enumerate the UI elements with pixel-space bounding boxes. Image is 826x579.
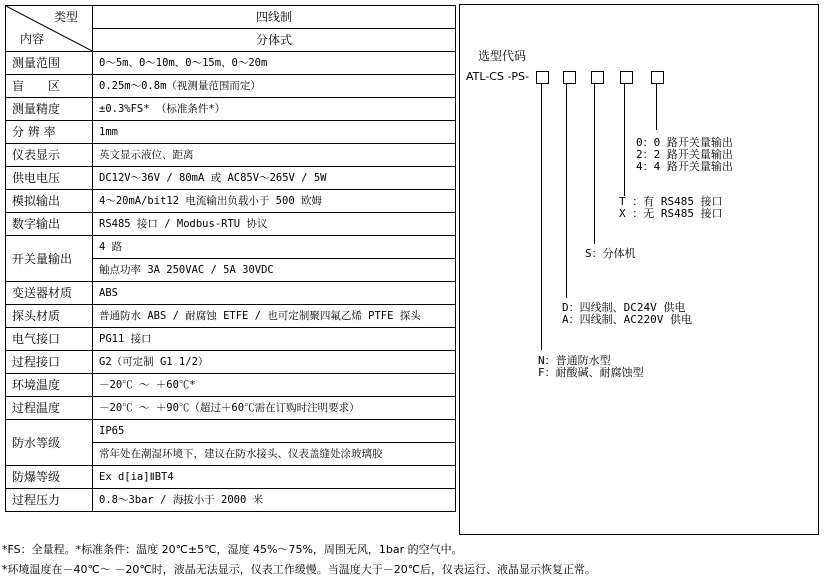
table-row: [6, 167, 456, 190]
row-value: G2（可定制 G1 1/2）: [93, 351, 456, 374]
row-value: RS485 接口 / Modbus-RTU 协议: [93, 213, 456, 236]
row-label: 过程温度: [6, 397, 93, 420]
code-box-comm: [620, 71, 633, 84]
table-row: [6, 420, 456, 443]
selection-code-panel: [459, 4, 819, 535]
row-label: 防爆等级: [6, 466, 93, 489]
option-probe-f: F：耐酸碱、耐腐蚀型: [538, 366, 644, 379]
code-box-power: [563, 71, 576, 84]
col-subtitle: 分体式: [93, 29, 456, 52]
row-value: IP65: [93, 420, 456, 443]
connector-line-structure: [594, 84, 595, 244]
table-row: [6, 144, 456, 167]
row-label: 数字输出: [6, 213, 93, 236]
row-value: ABS: [93, 282, 456, 305]
option-switch-4: 4：4 路开关量输出: [636, 160, 733, 173]
table-row: [6, 374, 456, 397]
row-value: 0.25m～0.8m（视测量范围而定）: [93, 75, 456, 98]
row-label: 过程压力: [6, 489, 93, 512]
table-row: [6, 328, 456, 351]
row-label: 分 辨 率: [6, 121, 93, 144]
row-value: 普通防水 ABS / 耐腐蚀 ETFE / 也可定制聚四氟乙烯 PTFE 探头: [93, 305, 456, 328]
option-probe-n: N：普通防水型: [538, 354, 611, 367]
connector-line-power: [566, 84, 567, 298]
row-value: ±0.3%FS* （标准条件*）: [93, 98, 456, 121]
row-value: Ex d[ia]ⅡBT4: [93, 466, 456, 489]
selection-code-title: 选型代码: [478, 49, 527, 63]
row-value: 4～20mA/bit12 电流输出负载小于 500 欧姆: [93, 190, 456, 213]
type-label: 类型: [53, 10, 78, 24]
table-row: [6, 98, 456, 121]
comm-options: [619, 196, 723, 220]
table-row: [6, 52, 456, 75]
table-row: [6, 305, 456, 328]
power-options: [562, 302, 692, 326]
table-row: [6, 213, 456, 236]
table-row: [6, 466, 456, 489]
option-comm-x: X ：无 RS485 接口: [619, 207, 723, 220]
table-row: [6, 489, 456, 512]
option-comm-t: T ：有 RS485 接口: [619, 195, 723, 208]
row-label: 仪表显示: [6, 144, 93, 167]
row-label: 测量范围: [6, 52, 93, 75]
row-label: 变送器材质: [6, 282, 93, 305]
row-label: 电气接口: [6, 328, 93, 351]
model-prefix: ATL-CS -PS-: [466, 70, 530, 83]
row-label: 探头材质: [6, 305, 93, 328]
table-row: [6, 351, 456, 374]
option-switch-0: 0：0 路开关量输出: [636, 136, 733, 149]
option-structure-s: S：分体机: [585, 247, 636, 260]
row-value: 0.8～3bar / 海拔小于 2000 米: [93, 489, 456, 512]
row-value: DC12V～36V / 80mA 或 AC85V～265V / 5W: [93, 167, 456, 190]
row-label: 开关量输出: [6, 236, 93, 282]
table-row: [6, 282, 456, 305]
row-label: 环境温度: [6, 374, 93, 397]
connector-line-probe: [541, 84, 542, 350]
row-label: 盲 区: [6, 75, 93, 98]
col-title: 四线制: [93, 6, 456, 29]
table-row: [6, 397, 456, 420]
connector-line-switch: [656, 84, 657, 130]
row-value: －20℃ ～ ＋60℃*: [93, 374, 456, 397]
row-label: 防水等级: [6, 420, 93, 466]
row-value: 英文显示液位、距离: [93, 144, 456, 167]
option-switch-2: 2：2 路开关量输出: [636, 148, 733, 161]
row-value: 4 路: [93, 236, 456, 259]
code-box-switch: [651, 71, 664, 84]
header-diagonal-cell: [6, 6, 93, 52]
code-box-structure: [591, 71, 604, 84]
table-row: [6, 75, 456, 98]
table-row: [6, 190, 456, 213]
switch-options: [636, 137, 733, 173]
row-label: 过程接口: [6, 351, 93, 374]
probe-options: [538, 355, 644, 379]
row-value: PG11 接口: [93, 328, 456, 351]
row-label: 模拟输出: [6, 190, 93, 213]
row-value: 常年处在潮湿环境下，建议在防水接头、仪表盖缝处涂玻璃胶: [93, 443, 456, 466]
row-value: －20℃ ～ ＋90℃（超过＋60℃需在订购时注明要求）: [93, 397, 456, 420]
row-value: 触点功率 3A 250VAC / 5A 30VDC: [93, 259, 456, 282]
code-box-probe: [536, 71, 549, 84]
spec-table: [5, 5, 456, 512]
footnote-fs: *FS：全量程。*标准条件：温度 20℃±5℃，湿度 45%～75%，周围无风，1bar 的空气中。: [2, 543, 463, 556]
structure-options: [585, 248, 636, 260]
table-row: [6, 236, 456, 259]
table-row: [6, 121, 456, 144]
row-value: 0～5m、0～10m、0～15m、0～20m: [93, 52, 456, 75]
row-value: 1mm: [93, 121, 456, 144]
connector-line-comm: [624, 84, 625, 196]
footnote-temperature: *环境温度在－40℃～ －20℃时，液晶无法显示，仪表工作缓慢。当温度大于－20℃后，仪表运行、液晶显示恢复正常。: [2, 563, 597, 576]
row-label: 测量精度: [6, 98, 93, 121]
option-power-a: A：四线制、AC220V 供电: [562, 313, 692, 326]
option-power-d: D：四线制、DC24V 供电: [562, 301, 686, 314]
content-label: 内容: [20, 32, 45, 46]
row-label: 供电电压: [6, 167, 93, 190]
